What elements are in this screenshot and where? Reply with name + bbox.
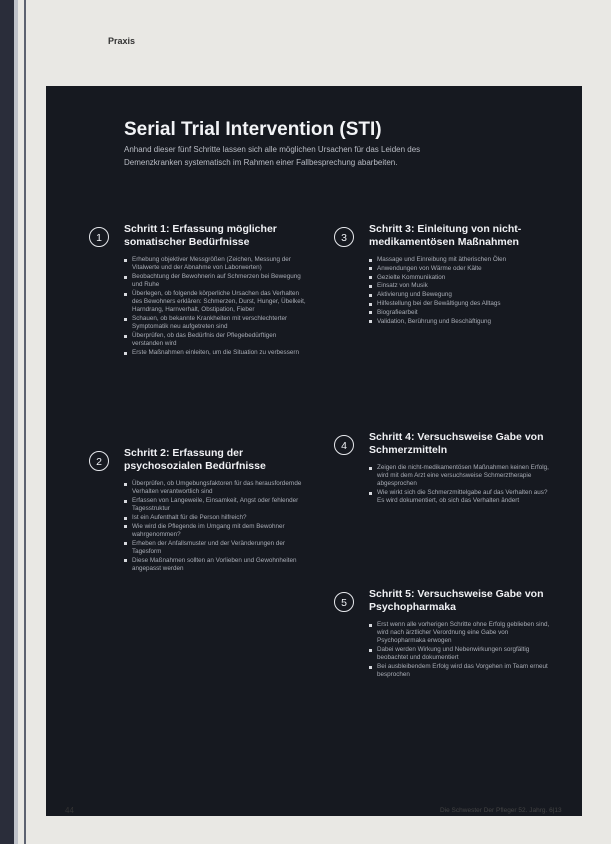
step-number-badge: 2 <box>89 451 109 471</box>
list-item: Massage und Einreibung mit ätherischen Ölen <box>369 256 554 264</box>
list-item: Validation, Berührung und Beschäftigung <box>369 318 554 326</box>
step-items <box>124 256 309 357</box>
binding-edge-highlight <box>14 0 18 844</box>
step-number-badge: 1 <box>89 227 109 247</box>
step-title: Schritt 5: Versuchsweise Gabe von Psychopharmaka <box>369 588 544 613</box>
step-2 <box>89 447 309 574</box>
list-item: Zeigen die nicht-medikamentösen Maßnahmen keinen Erfolg, wird mit dem Arzt eine versuchsweise Schmerztherapie abgesprochen <box>369 464 554 489</box>
section-label: Praxis <box>108 36 136 46</box>
step-number-badge: 4 <box>334 435 354 455</box>
step-5 <box>334 588 554 680</box>
list-item: Erst wenn alle vorherigen Schritte ohne Erfolg geblieben sind, wird nach ärztlicher Verordnung eine Gabe von Psychopharmaka erwogen <box>369 621 554 646</box>
page-number: 44 <box>65 806 74 815</box>
list-item: Aktivierung und Bewegung <box>369 291 554 299</box>
step-items <box>369 256 554 326</box>
list-item: Wie wird die Pflegende im Umgang mit dem Bewohner wahrgenommen? <box>124 523 309 539</box>
margin-rule <box>24 0 26 844</box>
list-item: Wie wirkt sich die Schmerzmittelgabe auf das Verhalten aus? Es wird dokumentiert, ob sich das Verhalten ändert <box>369 489 554 505</box>
step-title: Schritt 3: Einleitung von nicht-medikamentösen Maßnahmen <box>369 223 522 248</box>
step-items <box>369 464 554 506</box>
list-item: Überprüfen, ob Umgebungsfaktoren für das herausfordernde Verhalten verantwortlich sind <box>124 480 309 496</box>
step-1 <box>89 223 309 358</box>
list-item: Gezielte Kommunikation <box>369 274 554 282</box>
step-items <box>124 480 309 573</box>
list-item: Überprüfen, ob das Bedürfnis der Pflegebedürftigen verstanden wird <box>124 332 309 348</box>
list-item: Dabei werden Wirkung und Nebenwirkungen sorgfältig beobachtet und dokumentiert <box>369 646 554 662</box>
list-item: Bei ausbleibendem Erfolg wird das Vorgehen im Team erneut besprochen <box>369 663 554 679</box>
list-item: Schauen, ob bekannte Krankheiten mit verschlechterter Symptomatik neu aufgetreten sind <box>124 315 309 331</box>
step-title: Schritt 4: Versuchsweise Gabe von Schmerzmitteln <box>369 431 544 456</box>
list-item: Ist ein Aufenthalt für die Person hilfreich? <box>124 514 309 522</box>
list-item: Diese Maßnahmen sollten an Vorlieben und Gewohnheiten angepasst werden <box>124 557 309 573</box>
list-item: Einsatz von Musik <box>369 282 554 290</box>
binding-edge <box>0 0 14 844</box>
list-item: Hilfestellung bei der Bewältigung des Alltags <box>369 300 554 308</box>
list-item: Erste Maßnahmen einleiten, um die Situation zu verbessern <box>124 349 309 357</box>
list-item: Erfassen von Langeweile, Einsamkeit, Angst oder fehlender Tagesstruktur <box>124 497 309 513</box>
sti-panel <box>46 86 582 816</box>
list-item: Erhebung objektiver Messgrößen (Zeichen, Messung der Vitalwerte und der Abnahme von Laborwerten) <box>124 256 309 272</box>
step-title: Schritt 2: Erfassung der psychosozialen Bedürfnisse <box>124 447 266 472</box>
step-4 <box>334 431 554 506</box>
panel-intro: Anhand dieser fünf Schritte lassen sich alle möglichen Ursachen für das Leiden des Demenzkranken systematisch im Rahmen einer Fallbesprechung abarbeiten. <box>124 145 421 167</box>
list-item: Erheben der Anfallsmuster und der Veränderungen der Tagesform <box>124 540 309 556</box>
list-item: Beobachtung der Bewohnerin auf Schmerzen bei Bewegung und Ruhe <box>124 273 309 289</box>
panel-title: Serial Trial Intervention (STI) <box>124 119 382 140</box>
step-title: Schritt 1: Erfassung möglicher somatischer Bedürfnisse <box>124 223 277 248</box>
step-3 <box>334 223 554 326</box>
list-item: Biografiearbeit <box>369 309 554 317</box>
publication-line: Die Schwester Der Pfleger 52. Jahrg. 6|13 <box>440 807 562 814</box>
list-item: Überlegen, ob folgende körperliche Ursachen das Verhalten des Bewohners erklären: Schmerzen, Durst, Hunger, Übelkeit, Harndrang, Harnverhalt, Obstipation, Fieber <box>124 290 309 315</box>
step-number-badge: 5 <box>334 592 354 612</box>
step-number-badge: 3 <box>334 227 354 247</box>
list-item: Anwendungen von Wärme oder Kälte <box>369 265 554 273</box>
step-items <box>369 621 554 680</box>
